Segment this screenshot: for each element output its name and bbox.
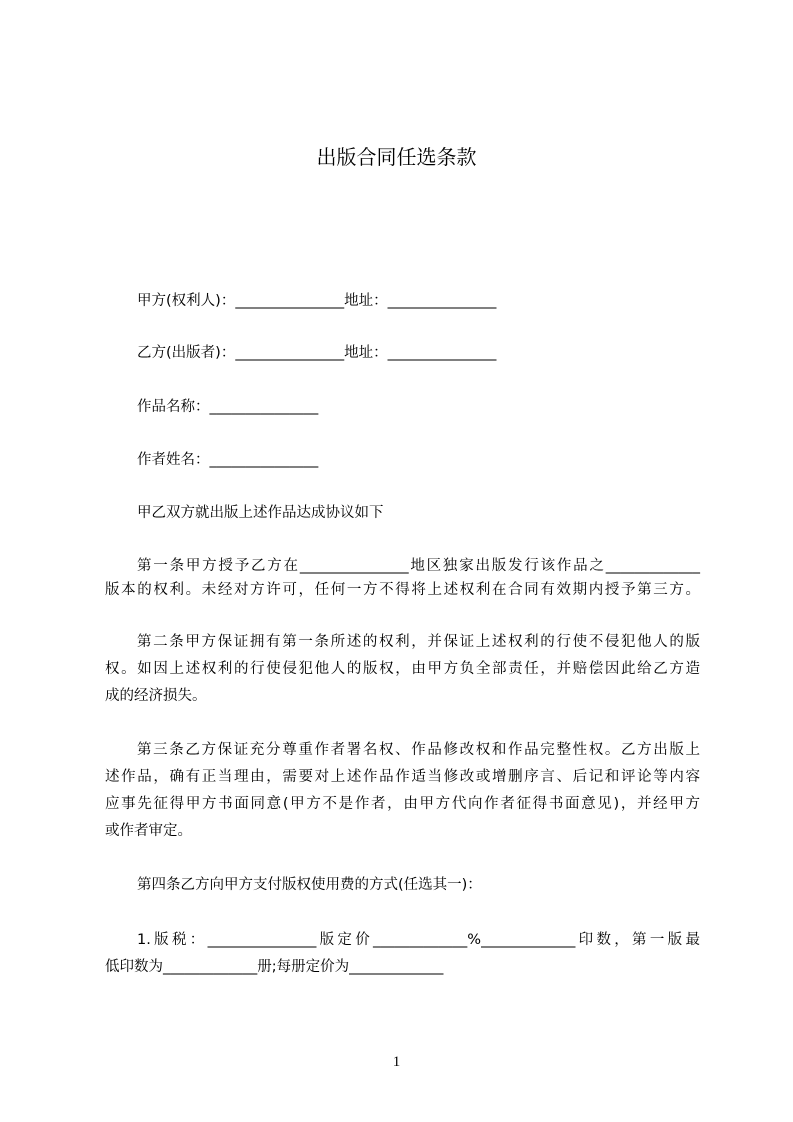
article-3-line: 或作者审定。 bbox=[105, 823, 192, 839]
article-3-line: 述作品，确有正当理由，需要对上述作品作适当修改或增删序言、后记和评论等内容 bbox=[105, 769, 700, 785]
article-2-line: 成的经济损失。 bbox=[105, 688, 207, 704]
article-3-line: 第三条乙方保证充分尊重作者署名权、作品修改权和作品完整性权。乙方出版上 bbox=[137, 742, 700, 758]
intro-text: 甲乙双方就出版上述作品达成协议如下 bbox=[137, 505, 384, 521]
option-1-line: 1.版税：_______________版定价_____________%_____________印数，第一版最 bbox=[137, 932, 700, 948]
party-a-field: 甲方(权利人)：_______________地址：_______________ bbox=[137, 293, 497, 309]
author-name-field: 作者姓名：_______________ bbox=[137, 452, 319, 468]
article-1-line: 第一条甲方授予乙方在_______________地区独家出版发行该作品之_____________ bbox=[137, 558, 700, 574]
work-name-field: 作品名称：_______________ bbox=[137, 399, 319, 415]
document-title: 出版合同任选条款 bbox=[316, 145, 477, 169]
article-1-line: 版本的权利。未经对方许可，任何一方不得将上述权利在合同有效期内授予第三方。 bbox=[105, 582, 700, 598]
article-2-line: 权。如因上述权利的行使侵犯他人的版权，由甲方负全部责任，并赔偿因此给乙方造 bbox=[105, 661, 700, 677]
article-2-line: 第二条甲方保证拥有第一条所述的权利，并保证上述权利的行使不侵犯他人的版 bbox=[137, 634, 700, 650]
option-1-line: 低印数为_____________册;每册定价为_____________ bbox=[105, 959, 444, 975]
article-3-line: 应事先征得甲方书面同意(甲方不是作者，由甲方代向作者征得书面意见)，并经甲方 bbox=[105, 796, 700, 812]
party-b-field: 乙方(出版者)：_______________地址：_______________ bbox=[137, 345, 497, 361]
article-4-text: 第四条乙方向甲方支付版权使用费的方式(任选其一)： bbox=[137, 877, 482, 893]
page-number: 1 bbox=[392, 1054, 401, 1070]
